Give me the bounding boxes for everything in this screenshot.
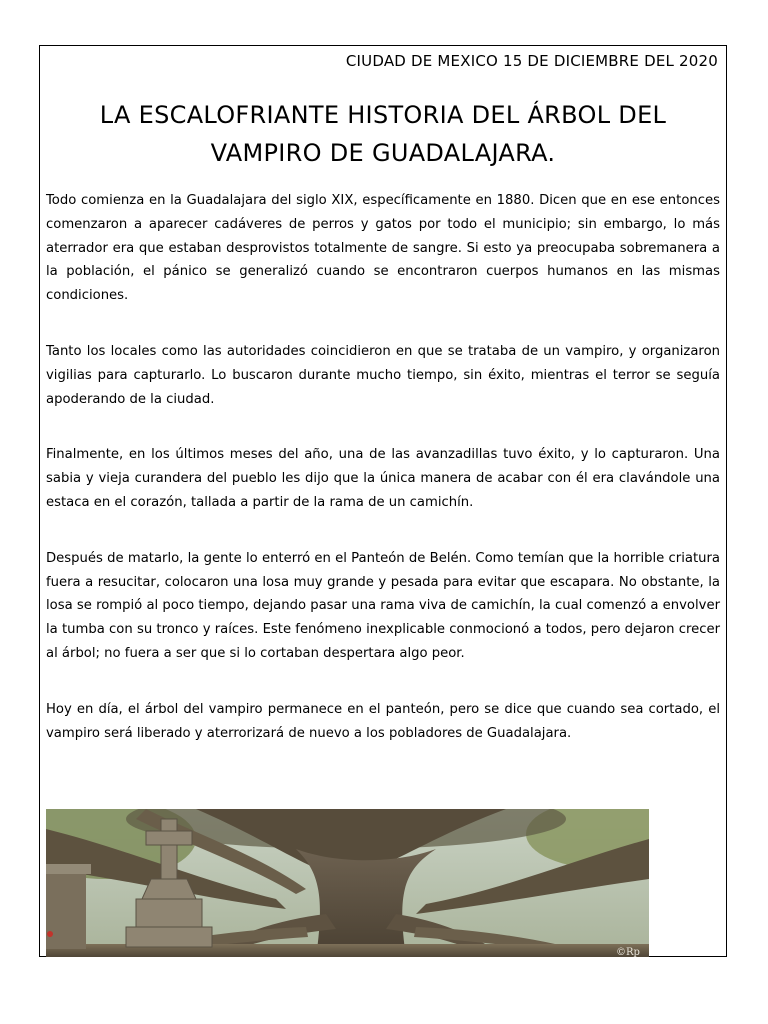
document-title <box>40 96 726 172</box>
paragraph-4: Después de matarlo, la gente lo enterró en el Panteón de Belén. Como temían que la horrible criatura fuera a resucitar, colocaron una losa muy grande y pesada para evitar que escapara. No obstante, la losa se rompió al poco tiempo, dejando pasar una rama viva de camichín, la cual comenzó a envolver la tumba con su tronco y raíces. Este fenómeno inexplicable conmocionó a todos, pero dejaron crecer al árbol; no fuera a ser que si lo cortaban despertara algo peor. <box>46 550 720 661</box>
document-page <box>39 45 727 957</box>
date-line: CIUDAD DE MEXICO 15 DE DICIEMBRE DEL 2020 <box>345 52 718 70</box>
paragraph-3: Finalmente, en los últimos meses del año, una de las avanzadillas tuvo éxito, y lo capturaron. Una sabia y vieja curandera del pueblo les dijo que la única manera de acabar con él era clavándole una estaca en el corazón, tallada a partir de la rama de un camichín. <box>46 447 720 510</box>
vampire-tree-photo <box>46 809 649 957</box>
title-line-1: LA ESCALOFRIANTE HISTORIA DEL ÁRBOL DEL <box>99 101 667 129</box>
paragraph-2: Tanto los locales como las autoridades coincidieron en que se trataba de un vampiro, y organizaron vigilias para capturarlo. Lo buscaron durante mucho tiempo, sin éxito, mientras el terror se seguía apoderando de la ciudad. <box>46 343 720 407</box>
title-line-2: VAMPIRO DE GUADALAJARA. <box>210 139 556 167</box>
article-body <box>46 189 720 777</box>
paragraph-5: Hoy en día, el árbol del vampiro permanece en el panteón, pero se dice que cuando sea cortado, el vampiro será liberado y aterrorizará de nuevo a los pobladores de Guadalajara. <box>46 701 720 741</box>
paragraph-1: Todo comienza en la Guadalajara del siglo XIX, específicamente en 1880. Dicen que en ese entonces comenzaron a aparecer cadáveres de perros y gatos por todo el municipio; sin embargo, lo más aterrador era que estaban desprovistos totalmente de sangre. Si esto ya preocupaba sobremanera a la población, el pánico se generalizó cuando se encontraron cuerpos humanos en las mismas condiciones. <box>46 193 720 304</box>
photo-watermark: ©Rp <box>616 947 640 957</box>
